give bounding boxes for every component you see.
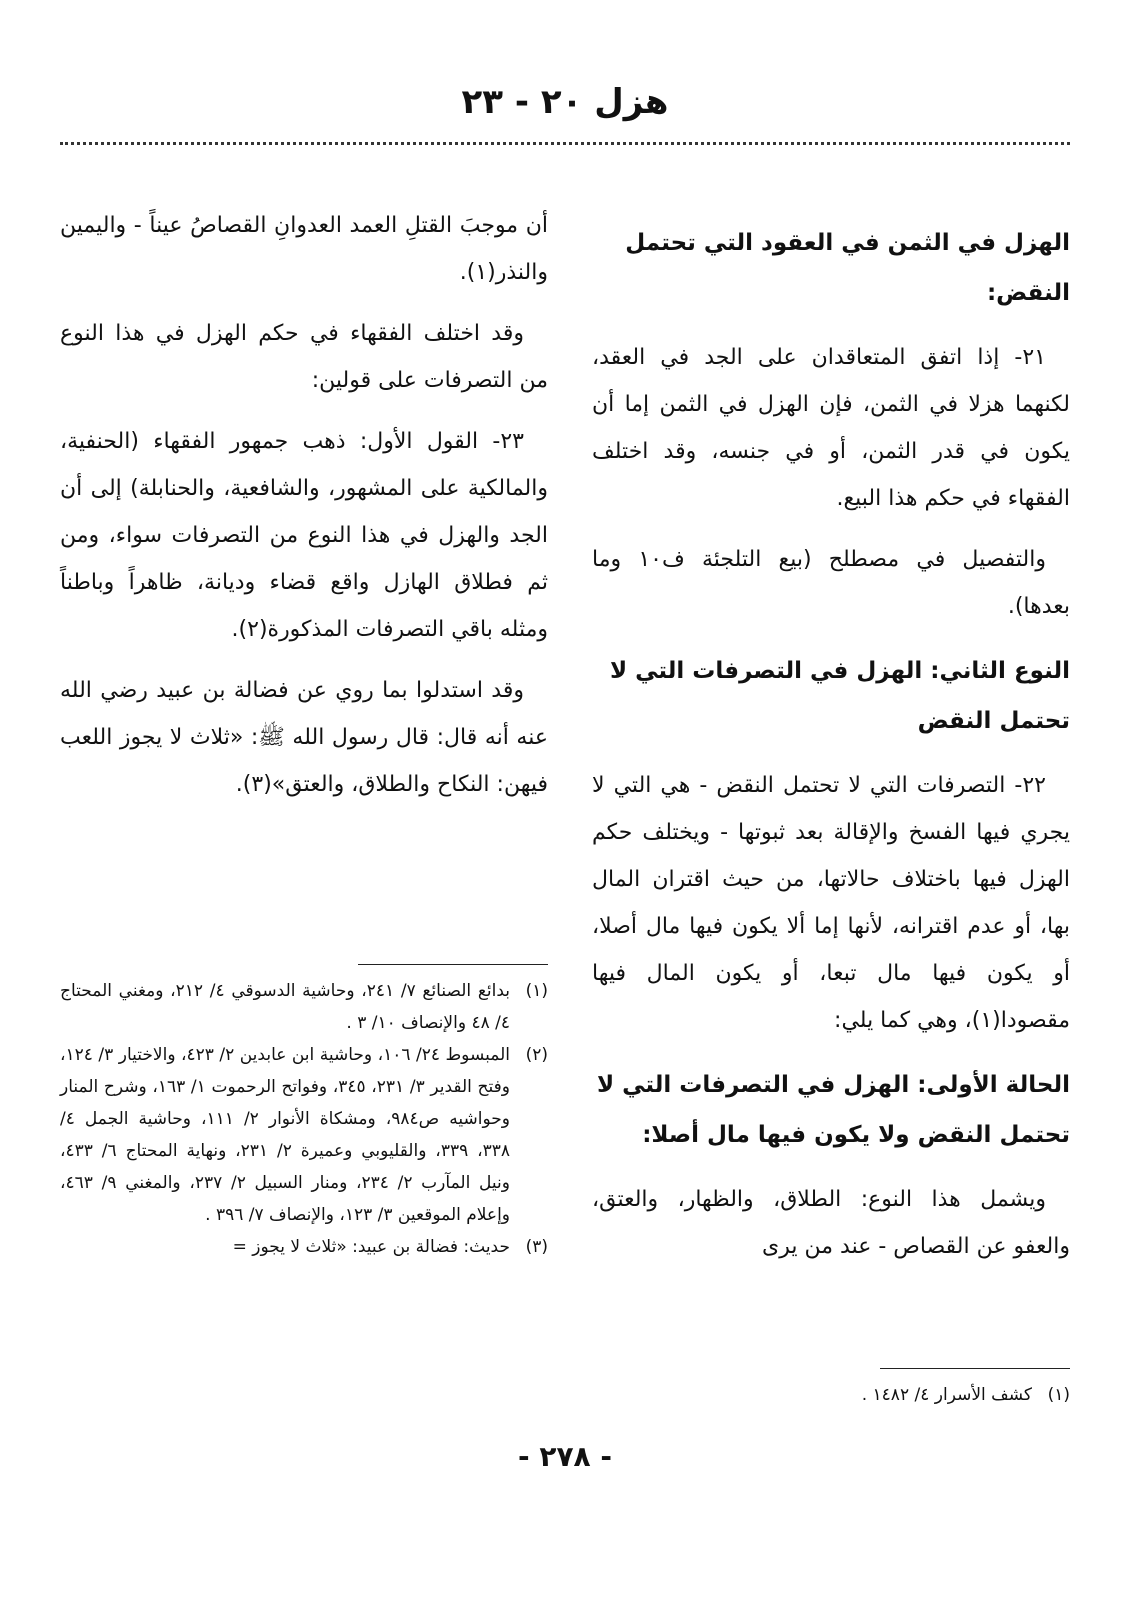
header-dotted-rule <box>60 142 1070 145</box>
paragraph-21: ٢١- إذا اتفق المتعاقدان على الجد في العقد، لكنهما هزلا في الثمن، فإن الهزل في الثمن إما أن يكون في قدر الثمن، أو في جنسه، وقد اختلف الفقهاء في حكم هذا البيع. <box>592 345 1070 511</box>
page-number: - ٢٧٨ - <box>517 1440 613 1473</box>
right-footnotes <box>592 1362 1070 1411</box>
right-column <box>592 202 1070 1284</box>
footnote-text: بدائع الصنائع ٧/ ٢٤١، وحاشية الدسوقي ٤/ ٢١٢، ومغني المحتاج ٤/ ٤٨ والإنصاف ١٠/ ٣ . <box>60 981 510 1033</box>
footnote <box>592 1379 1070 1411</box>
footnote-text: كشف الأسرار ٤/ ١٤٨٢ . <box>861 1385 1032 1405</box>
left-column <box>60 202 548 822</box>
footnote-text: حديث: فضالة بن عبيد: «ثلاث لا يجوز = <box>232 1237 510 1257</box>
paragraph-23: ٢٣- القول الأول: ذهب جمهور الفقهاء (الحنفية، والمالكية على المشهور، والشافعية، والحنابلة) إلى أن الجد والهزل في هذا النوع من التصرفات سواء، ومن ثم فطلاق الهازل واقع قضاء وديانة، ظاهراً وباطناً ومثله باقي التصرفات المذكورة(٢). <box>60 429 548 642</box>
footnote-separator <box>358 964 548 965</box>
paragraph-21-reference: والتفصيل في مصطلح (بيع التلجئة ف١٠ وما بعدها). <box>592 547 1070 619</box>
footnote <box>60 1231 548 1263</box>
footnote-number: (١) <box>1047 1385 1070 1405</box>
footnote <box>60 975 548 1039</box>
footnote-number: (١) <box>525 981 548 1001</box>
left-footnotes <box>60 958 548 1263</box>
paragraph-case-one: ويشمل هذا النوع: الطلاق، والظهار، والعتق، والعفو عن القصاص - عند من يرى <box>592 1187 1070 1259</box>
footnote-number: (٣) <box>525 1237 548 1257</box>
paragraph-evidence: وقد استدلوا بما روي عن فضالة بن عبيد رضي الله عنه أنه قال: قال رسول الله ﷺ: «ثلاث لا يجوز اللعب فيهن: النكاح والطلاق، والعتق»(٣). <box>60 678 548 797</box>
paragraph-disagreement: وقد اختلف الفقهاء في حكم الهزل في هذا النوع من التصرفات على قولين: <box>60 321 548 393</box>
page-header-title: هزل ٢٠ - ٢٣ <box>461 82 669 122</box>
paragraph-continuation: أن موجبَ القتلِ العمد العدوانِ القصاصُ عيناً - واليمين والنذر(١). <box>60 213 548 285</box>
footnote-text: المبسوط ٢٤/ ١٠٦، وحاشية ابن عابدين ٢/ ٤٢٣، والاختيار ٣/ ١٢٤، وفتح القدير ٣/ ٢٣١، ٣٤٥، وفواتح الرحموت ١/ ١٦٣، وشرح المنار وحواشيه ص٩٨٤، ومشكاة الأنوار ٢/ ١١١، وحاشية الجمل ٤/ ٣٣٨، ٣٣٩، والقليوبي وعميرة ٢/ ٢٣١، ونهاية المحتاج ٦/ ٤٣٣، ونيل المآرب ٢/ ٢٣٤، ومنار السبيل ٢/ ٢٣٧، والمغني ٩/ ٤٦٣، وإعلام الموقعين ٣/ ١٢٣، والإنصاف ٧/ ٣٩٦ . <box>60 1045 511 1225</box>
footnote-number: (٢) <box>525 1045 548 1065</box>
paragraph-22: ٢٢- التصرفات التي لا تحتمل النقض - هي التي لا يجري فيها الفسخ والإقالة بعد ثبوتها - ويختلف حكم الهزل فيها باختلاف حالاتها، من حيث اقتران المال بها، أو عدم اقترانه، لأنها إما ألا يكون فيها مال أصلا، أو يكون فيها مال تبعا، أو يكون المال فيها مقصودا(١)، وهي كما يلي: <box>592 773 1070 1033</box>
footnote <box>60 1039 548 1231</box>
section-heading-type-two: النوع الثاني: الهزل في التصرفات التي لا تحتمل النقض <box>609 658 1070 734</box>
section-heading-case-one: الحالة الأولى: الهزل في التصرفات التي لا تحتمل النقض ولا يكون فيها مال أصلا: <box>596 1072 1070 1148</box>
footnote-separator <box>880 1368 1070 1369</box>
section-heading: الهزل في الثمن في العقود التي تحتمل النقض: <box>625 230 1070 306</box>
